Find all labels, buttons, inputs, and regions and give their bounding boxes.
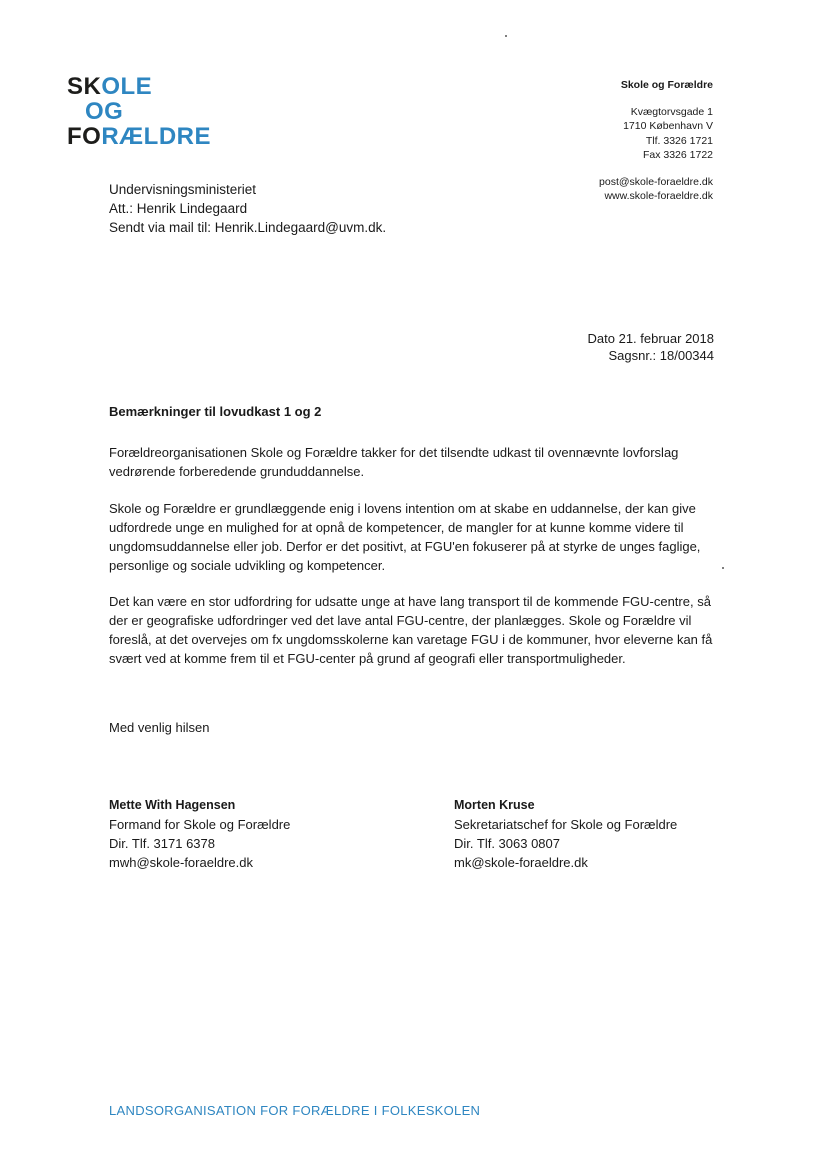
sender-phone: Tlf. 3326 1721 bbox=[645, 134, 713, 147]
signatory-title: Sekretariatschef for Skole og Forældre bbox=[454, 817, 678, 832]
signatory-title: Formand for Skole og Forældre bbox=[109, 817, 291, 832]
date-block bbox=[588, 330, 714, 364]
signatory-name: Morten Kruse bbox=[454, 798, 535, 812]
signatory-phone: Dir. Tlf. 3063 0807 bbox=[454, 836, 560, 851]
sender-address-block bbox=[599, 78, 713, 204]
signature-block-2 bbox=[454, 796, 677, 872]
body-paragraph-1: Forældreorganisationen Skole og Forældre takker for det tilsendte udkast til ovennævnte lovforslag vedrørende forberedende grunduddannelse. bbox=[109, 445, 679, 479]
letter-date: Dato 21. februar 2018 bbox=[587, 331, 714, 346]
sender-org-name: Skole og Forældre bbox=[620, 79, 713, 91]
signatory-email: mwh@skole-foraeldre.dk bbox=[109, 855, 253, 870]
body-paragraph-2: Skole og Forældre er grundlæggende enig i lovens intention om at skabe en uddannelse, der kan give udfordrede unge en mulighed for at opnå de kompetencer, de mangler for at kunne komme videre til ungdomsuddannelse eller job. Derfor er det positivt, at FGU'en fokuserer på at styrke de unges faglige, personlige og sociale udvikling og kompetencer. bbox=[109, 501, 701, 573]
case-number: Sagsnr.: 18/00344 bbox=[608, 348, 714, 363]
recipient-org: Undervisningsministeriet bbox=[109, 182, 257, 197]
organization-logo bbox=[67, 74, 211, 149]
closing-salutation: Med venlig hilsen bbox=[109, 720, 210, 735]
signature-block-1 bbox=[109, 796, 290, 872]
footer-tagline: LANDSORGANISATION FOR FORÆLDRE I FOLKESKOLEN bbox=[109, 1103, 481, 1118]
letter-subject: Bemærkninger til lovudkast 1 og 2 bbox=[109, 404, 322, 419]
sender-street: Kvægtorvsgade 1 bbox=[630, 105, 713, 118]
recipient-sent-via: Sendt via mail til: Henrik.Lindegaard@uvm.dk. bbox=[109, 220, 387, 235]
sender-email: post@skole-foraeldre.dk bbox=[599, 175, 713, 188]
logo-line-3: FORÆLDRE bbox=[67, 123, 211, 150]
signatory-email: mk@skole-foraeldre.dk bbox=[454, 855, 588, 870]
logo-line-2: OG bbox=[85, 98, 124, 125]
recipient-block bbox=[109, 180, 386, 237]
sender-website: www.skole-foraeldre.dk bbox=[604, 190, 713, 202]
scan-speck bbox=[722, 567, 724, 569]
recipient-attention: Att.: Henrik Lindegaard bbox=[109, 201, 248, 216]
scan-speck bbox=[505, 35, 507, 37]
body-paragraph-3: Det kan være en stor udfordring for udsatte unge at have lang transport til de kommende FGU-centre, så der er geografiske udfordringer ved det lave antal FGU-centre, der planlægges. Skole og Forældre vil foreslå, at det overvejes om fx ungdomsskolerne kan varetage FGU i de kommuner, hvor eleverne kan få svært ved at komme frem til et FGU-center på grund af geografi eller transportmuligheder. bbox=[109, 594, 713, 666]
sender-city: 1710 København V bbox=[623, 120, 713, 132]
signatory-phone: Dir. Tlf. 3171 6378 bbox=[109, 836, 215, 851]
sender-fax: Fax 3326 1722 bbox=[642, 149, 713, 161]
logo-line-1: SKOLE bbox=[67, 73, 153, 100]
signatory-name: Mette With Hagensen bbox=[109, 798, 236, 812]
